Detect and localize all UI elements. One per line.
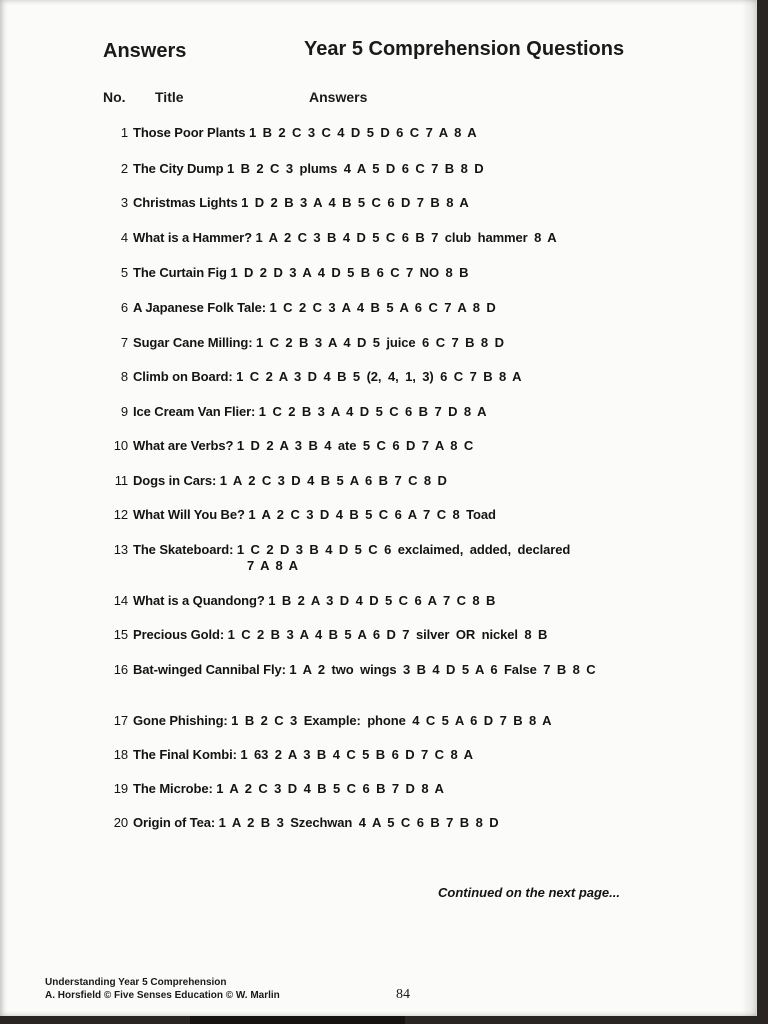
question-title: The Curtain Fig xyxy=(133,265,227,280)
answer-row xyxy=(103,662,663,678)
question-answers: 1 A 2 C 3 D 4 B 5 A 6 B 7 C 8 D xyxy=(219,473,447,488)
question-number: 13 xyxy=(113,542,128,557)
question-title: Precious Gold: xyxy=(133,627,225,642)
question-title: Climb on Board: xyxy=(133,369,233,384)
question-title: Ice Cream Van Flier: xyxy=(133,404,256,419)
answer-row xyxy=(103,438,473,453)
question-answers: 1 A 2 two wings 3 B 4 D 5 A 6 False 7 B 8 C xyxy=(289,662,596,677)
answer-row xyxy=(103,747,473,762)
question-answers: 1 C 2 D 3 B 4 D 5 C 6 exclaimed, added, declared xyxy=(236,542,571,557)
question-number: 15 xyxy=(113,627,128,642)
question-number: 9 xyxy=(120,404,128,419)
question-title: The City Dump xyxy=(133,161,224,176)
page-title-year5: Year 5 Comprehension Questions xyxy=(304,38,625,60)
answer-row xyxy=(103,125,477,140)
continued-note: Continued on the next page... xyxy=(438,885,620,900)
question-number: 1 xyxy=(120,125,128,140)
question-number: 14 xyxy=(113,593,128,608)
answer-row xyxy=(103,473,447,488)
question-answers: 1 D 2 B 3 A 4 B 5 C 6 D 7 B 8 A xyxy=(241,195,469,210)
page-title-answers: Answers xyxy=(103,40,187,62)
question-title: Bat-winged Cannibal Fly: xyxy=(133,662,286,677)
question-title: Gone Phishing: xyxy=(133,713,228,728)
question-number: 11 xyxy=(114,473,128,488)
question-title: Christmas Lights xyxy=(133,195,238,210)
question-title: What is a Hammer? xyxy=(133,230,252,245)
question-number: 7 xyxy=(120,335,128,350)
column-header-no: No. xyxy=(103,89,126,105)
question-number: 12 xyxy=(113,507,128,522)
answer-row xyxy=(103,335,504,350)
question-title: What is a Quandong? xyxy=(133,593,265,608)
question-number: 10 xyxy=(113,438,128,453)
question-number: 17 xyxy=(113,713,128,728)
question-title: The Microbe: xyxy=(133,781,213,796)
question-number: 2 xyxy=(120,161,128,176)
question-answers: 1 B 2 C 3 C 4 D 5 D 6 C 7 A 8 A xyxy=(248,125,477,140)
question-title: Those Poor Plants xyxy=(133,125,246,140)
answer-row xyxy=(103,369,521,384)
question-number: 3 xyxy=(120,195,128,210)
answer-row xyxy=(103,230,557,245)
question-answers: 1 B 2 C 3 Example: phone 4 C 5 A 6 D 7 B 8 A xyxy=(231,713,552,728)
answer-row xyxy=(103,265,468,280)
question-title: Sugar Cane Milling: xyxy=(133,335,253,350)
answer-row xyxy=(103,404,486,419)
answer-row xyxy=(103,195,469,210)
question-title: A Japanese Folk Tale: xyxy=(133,300,267,315)
footer-copyright: A. Horsfield © Five Senses Education © W. Marlin xyxy=(45,990,280,1001)
question-number: 19 xyxy=(113,781,128,796)
question-number: 20 xyxy=(113,815,128,830)
question-number: 6 xyxy=(120,300,128,315)
question-number: 4 xyxy=(120,230,128,245)
question-answers: 1 A 2 B 3 Szechwan 4 A 5 C 6 B 7 B 8 D xyxy=(218,815,499,830)
question-answers: 1 63 2 A 3 B 4 C 5 B 6 D 7 C 8 A xyxy=(240,747,473,762)
question-answers: 1 C 2 B 3 A 4 D 5 C 6 B 7 D 8 A xyxy=(258,404,487,419)
question-answers: 1 A 2 C 3 D 4 B 5 C 6 A 7 C 8 Toad xyxy=(248,507,496,522)
answer-row xyxy=(103,815,499,830)
question-answers: 1 C 2 B 3 A 4 B 5 A 6 D 7 silver OR nickel 8 B xyxy=(227,627,548,642)
question-answers: 1 D 2 D 3 A 4 D 5 B 6 C 7 NO 8 B xyxy=(230,265,469,280)
answer-row xyxy=(103,781,444,796)
question-answers: 1 A 2 C 3 B 4 D 5 C 6 B 7 club hammer 8 A xyxy=(255,230,557,245)
question-title: What Will You Be? xyxy=(133,507,245,522)
question-answers-continued: 7 A 8 A xyxy=(247,558,298,573)
question-number: 8 xyxy=(120,369,128,384)
question-answers: 1 C 2 B 3 A 4 D 5 juice 6 C 7 B 8 D xyxy=(255,335,504,350)
question-answers: 1 A 2 C 3 D 4 B 5 C 6 B 7 D 8 A xyxy=(216,781,444,796)
answer-row xyxy=(103,300,496,315)
question-title: What are Verbs? xyxy=(133,438,234,453)
question-answers: 1 B 2 A 3 D 4 D 5 C 6 A 7 C 8 B xyxy=(268,593,496,608)
answer-row xyxy=(103,507,496,522)
footer-book-title: Understanding Year 5 Comprehension xyxy=(45,977,227,988)
question-title: Origin of Tea: xyxy=(133,815,216,830)
answer-row xyxy=(103,627,547,642)
question-title: The Final Kombi: xyxy=(133,747,237,762)
question-number: 16 xyxy=(113,662,128,677)
page-edge-shadow xyxy=(742,0,756,1016)
answer-row xyxy=(103,161,484,176)
question-number: 5 xyxy=(120,265,128,280)
question-answers: 1 C 2 C 3 A 4 B 5 A 6 C 7 A 8 D xyxy=(269,300,496,315)
column-header-answers: Answers xyxy=(309,89,368,105)
binding-strip xyxy=(190,1016,405,1024)
page-number: 84 xyxy=(396,987,410,1002)
answer-row xyxy=(103,713,551,728)
question-title: Dogs in Cars: xyxy=(133,473,217,488)
question-answers: 1 B 2 C 3 plums 4 A 5 D 6 C 7 B 8 D xyxy=(226,161,484,176)
column-header-title: Title xyxy=(155,89,184,105)
question-title: The Skateboard: xyxy=(133,542,234,557)
question-number: 18 xyxy=(113,747,128,762)
question-answers: 1 D 2 A 3 B 4 ate 5 C 6 D 7 A 8 C xyxy=(236,438,474,453)
answer-row xyxy=(103,593,495,608)
question-answers: 1 C 2 A 3 D 4 B 5 (2, 4, 1, 3) 6 C 7 B 8 A xyxy=(236,369,522,384)
answer-row xyxy=(103,542,683,573)
